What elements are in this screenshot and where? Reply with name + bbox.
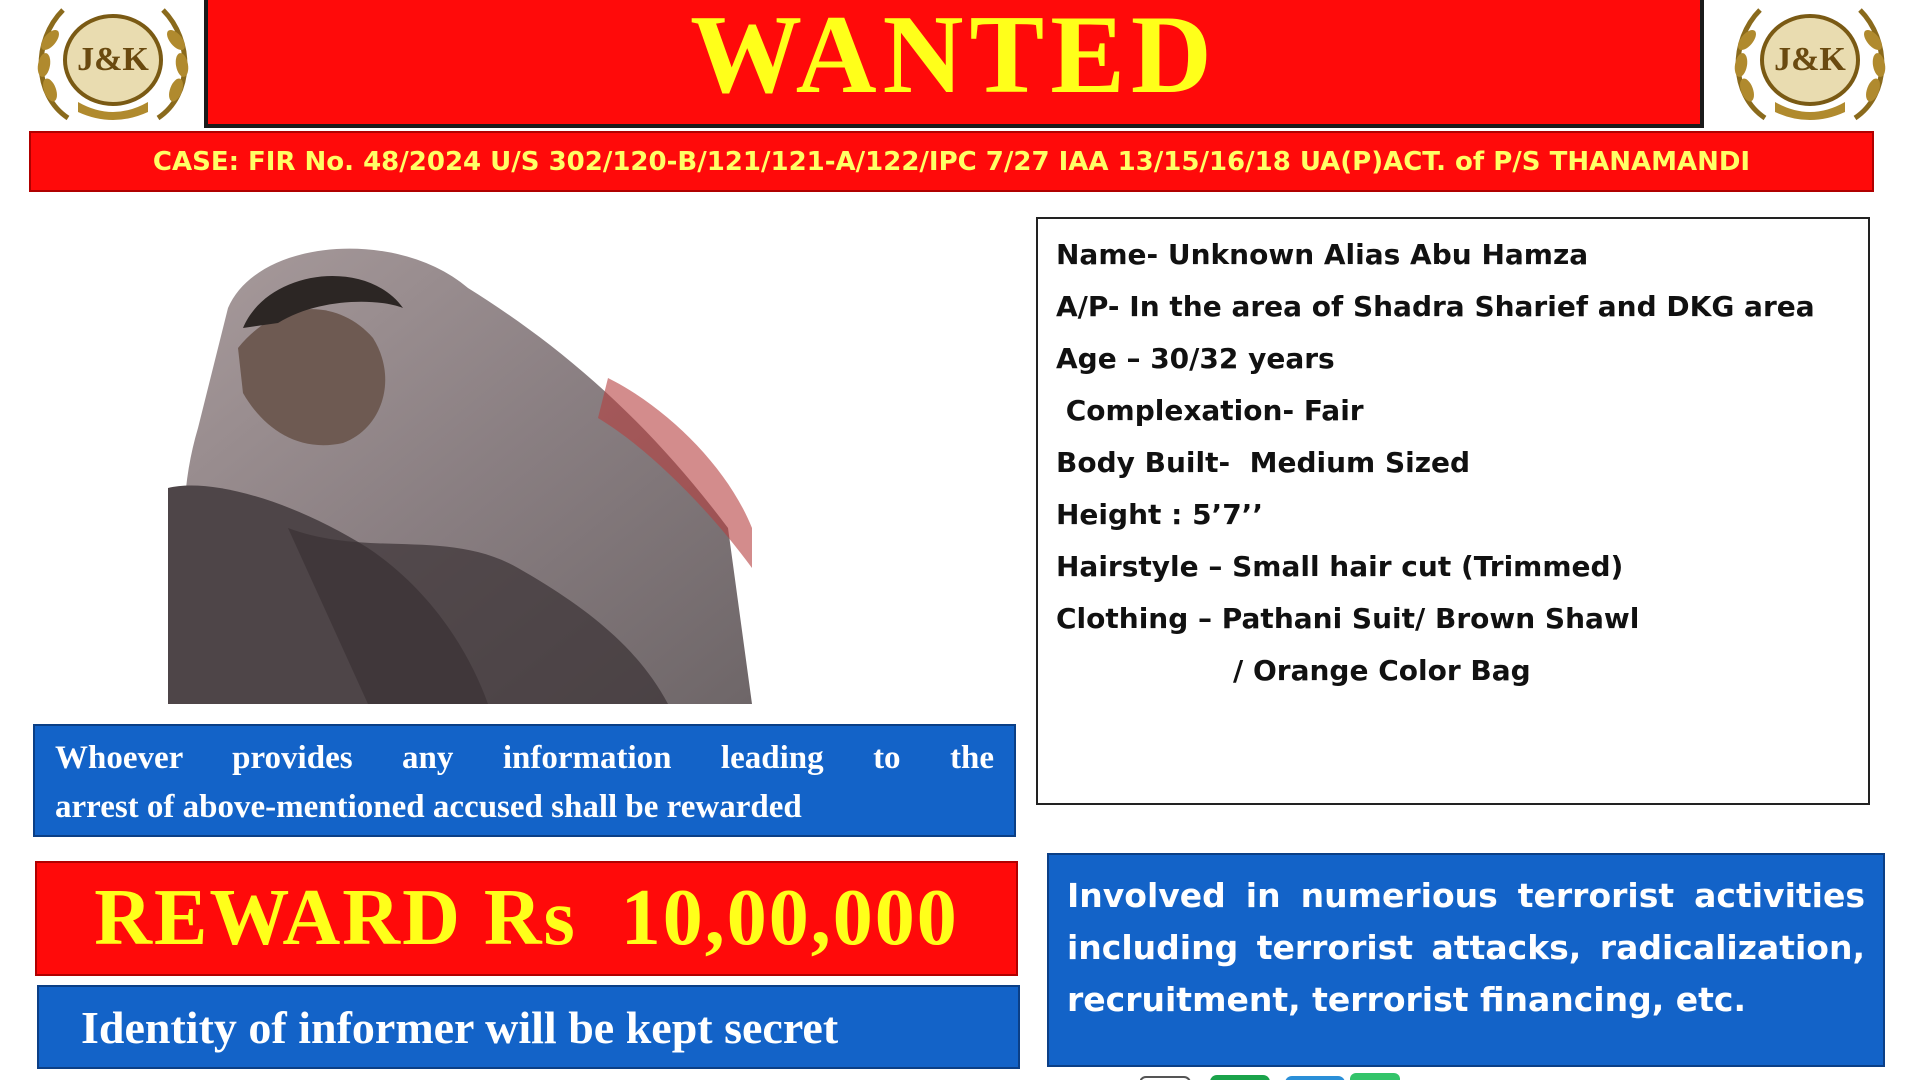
wanted-title: WANTED [690,0,1218,117]
activities-line-3: recruitment, terrorist financing, etc. [1067,980,1746,1019]
detail-body-built: Body Built- Medium Sized [1056,446,1471,479]
jk-emblem-icon [28,0,198,128]
telegram-icon [1285,1076,1345,1080]
suspect-photo-image [168,228,752,704]
svg-text:J&K: J&K [77,41,149,78]
information-reward-notice [33,724,1016,837]
detail-address: A/P- In the area of Shadra Sharief and DKG area [1056,290,1815,323]
detail-name: Name- Unknown Alias Abu Hamza [1056,238,1589,271]
svg-text:J&K: J&K [1774,41,1846,78]
detail-complexion: Complexation- Fair [1056,394,1364,427]
case-bar [29,131,1874,192]
jk-emblem-icon [1725,0,1895,128]
information-notice-line-1: Whoever provides any information leading to the [55,740,994,776]
message-icon [1350,1073,1400,1080]
activities-line-1: Involved in numerious terrorist activities [1067,876,1865,915]
wanted-header [204,0,1704,128]
detail-height: Height : 5’7’’ [1056,498,1263,531]
reward-banner [35,861,1018,976]
case-text: CASE: FIR No. 48/2024 U/S 302/120-B/121/121-A/122/IPC 7/27 IAA 13/15/16/18 UA(P)ACT. of P/S THANAMANDI [152,146,1751,177]
suspect-photo [168,228,752,704]
contact-icons [1140,1073,1420,1080]
detail-clothing: Clothing – Pathani Suit/ Brown Shawl [1056,602,1640,635]
contact-icons-row [1140,1070,1420,1080]
activities-box [1047,853,1885,1067]
jk-police-logo-right [1725,0,1895,128]
reward-amount: REWARD Rs 10,00,000 [94,874,959,962]
suspect-details-panel [1036,217,1870,805]
information-notice-line-2: arrest of above-mentioned accused shall be rewarded [55,789,802,825]
informer-secret-banner [37,985,1020,1069]
informer-secret-text: Identity of informer will be kept secret [81,1001,839,1053]
detail-hairstyle: Hairstyle – Small hair cut (Trimmed) [1056,550,1624,583]
whatsapp-icon [1210,1075,1270,1080]
detail-age: Age – 30/32 years [1056,342,1335,375]
activities-line-2: including terrorist attacks, radicalization, [1067,928,1865,967]
detail-clothing-continued: / Orange Color Bag [1233,654,1531,687]
jk-police-logo-left [28,0,198,128]
